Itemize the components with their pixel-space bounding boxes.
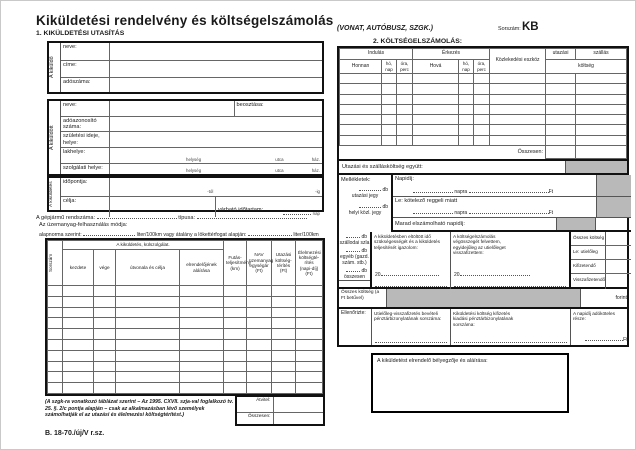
attachment-count: db [339,246,370,254]
mission-from-suffix: -tól [207,188,214,194]
per-diem-area [393,175,631,232]
cost-header: költség [546,60,627,74]
col-meal-header: Élelmezési költségté-rítés (napi-díj) (Ft) [296,241,323,286]
sender-name-label: neve: [61,43,109,60]
in-words-value [387,289,581,307]
mission-table [61,178,322,217]
employee-table [61,101,322,174]
arr-monthday-header: hó, nap [459,60,474,74]
summary-total-label: Összes költség [573,235,605,240]
sender-taxnumber-label: adószáma: [61,77,109,92]
mission-to-suffix: -ig [315,188,320,194]
form-number: B. 18-70./új/V r.sz. [45,430,105,437]
attachments-lower [339,232,372,289]
table-row [340,135,627,145]
residence-house-hint: ház. [311,157,320,163]
receipt-out-label: Kiküldetési költség kifizetés kiadási pénztárbizonylatának sorszáma: [453,311,514,327]
col-signature-header: elrendelőjének aláírása [180,250,224,286]
employee-birth-value [109,132,322,148]
per-diem-label: Napidíj: [395,176,414,182]
checked-by-label: Ellenőrizte: [341,310,366,316]
table-row [48,318,323,329]
attachment-count: db [339,202,391,210]
employee-side-label: A kiküldött [49,125,55,150]
per-diem-row [393,175,631,197]
table-row [340,84,627,94]
per-diem-value [596,175,631,196]
sender-table [61,43,322,92]
table-row [48,361,323,372]
col-fuelprice-header: NAV üzemanyag egységár (Ft) [247,241,272,286]
summary-repayable-label: Visszafizetendő [573,277,606,282]
summary-total-row [571,232,631,246]
payout-certify-signature-line [454,286,566,287]
payout-certify-text: A költségelszámolás végösszegét felvettem, egyidejűleg az utielőleget visszafizettem: [453,234,506,255]
receipt-out-cell [451,309,571,345]
lodging-header: szállás [576,49,627,60]
summary-repayable-value [605,274,631,289]
summary-advance-row [571,246,631,260]
sender-address-label: címe: [61,60,109,77]
table-row [48,350,323,361]
fuel-unit-end: liter/100km [293,232,319,238]
mileage-table [47,240,323,394]
table-row [48,307,323,318]
col-travelcost-header: Utazási költség-térítés (Ft) [272,241,296,286]
section-1-heading: 1. KIKÜLDETÉSI UTASÍTÁS [36,30,125,37]
mileage-table-frame [45,238,325,396]
in-words-label: Összes költség (a Ft betűvel) [339,289,387,307]
mission-side-strip [49,178,61,210]
col-serial-header: Sorszám [48,241,63,286]
arr-hourmin-header: óra, perc [474,60,490,74]
service-house-hint: ház. [311,168,320,173]
col-end-header: vége [94,250,116,286]
attachment-count: db [339,185,391,193]
breakfast-deduct-label: Le: kötelező reggeli miatt [395,198,458,204]
employee-side-strip [49,101,61,174]
sender-side-label: A kiküldő [49,56,55,79]
employee-name-value [109,101,234,116]
col-route-header: útvonala és célja [116,250,180,286]
serial-value: KB [522,21,539,33]
attachment-item: utazási jegy [351,193,379,200]
vehicle-plate-field [97,213,177,219]
vehicle-type-label: típusa: [178,215,195,221]
expense-total-travel [546,146,576,159]
summary-payable-row [571,260,631,274]
stamp-box-label: A kiküldetést elrendelő bélyegzője és aláírása: [377,358,488,364]
sender-taxnumber-value [109,77,322,92]
taxable-part-cell [571,309,631,345]
employee-name-label: neve: [61,101,109,116]
carry-total-label: Összesen: [237,412,273,424]
dep-hourmin-header: óra, perc [397,60,413,74]
base-norm-field [83,230,135,236]
summary-repayable-row [571,274,631,289]
table-row [48,339,323,350]
col-distance-header: Futás-teljesítmény (km) [224,241,247,286]
attachment-item: szállodai szla [339,240,370,246]
expense-total-row [340,146,627,159]
base-norm-label: alapnorma szerint: [39,232,82,238]
employee-residence-value [109,148,322,164]
expense-table [339,48,627,159]
transport-modes-note: (VONAT, AUTÓBUSZ, SZGK.) [337,25,433,32]
in-words-row [337,289,629,309]
mission-duration-label: várható időtartam: [218,206,264,213]
payout-certify-box [451,232,571,289]
time-certify-text: A kiküldetésben eltöltött idő szükségességét és a kiküldetés teljesítését igazolom: [374,234,440,250]
mission-date-value [109,178,322,196]
summary-payable-label: Kifizetendő [573,263,596,268]
page-title: Kiküldetési rendelvény és költségelszámolás [36,13,334,28]
table-row [48,286,323,297]
employee-service-label: szolgálati helye: [61,164,109,174]
carryover-box [235,395,325,426]
expense-total-label: Összesen: [340,146,546,159]
summary-total-value [605,232,631,245]
residence-street-hint: utca [275,157,284,163]
attachments-upper [339,175,393,232]
group-header: A kiküldetés, külszolgálat. [63,241,224,250]
receipt-in-line [375,342,447,343]
attachment-item: helyi közl. jegy [348,210,382,217]
receipt-out-line [454,342,567,343]
combined-cost-row [337,161,629,175]
summary-advance-label: Le: utielőleg [573,249,598,254]
arrival-header: Érkezés [413,49,490,60]
section-2-heading: 2. KÖLTSÉGELSZÁMOLÁS: [373,38,462,45]
remaining-per-diem-label: Marad elszámolható napidíj: [395,221,465,227]
payout-certify-date: 20 [454,270,530,279]
table-row [340,74,627,84]
table-row [340,94,627,104]
employee-residence-label: lakhelye: [61,148,109,164]
middle-region [337,175,629,289]
sender-box [47,41,324,94]
receipt-in-cell [372,309,451,345]
service-city-hint: helység [186,168,202,173]
breakfast-deduct-value [596,197,631,217]
currency-word-cell [581,289,631,307]
carry-total-value [273,412,323,424]
travel-header: utazási [546,49,576,60]
carry-value [273,397,323,412]
mission-date-label: időpontja: [61,178,109,196]
from-header: Honnan [340,60,382,74]
employee-birth-label: születési ideje, helye: [61,132,109,148]
remaining-per-diem-value [556,218,596,230]
dep-monthday-header: hó, nap [382,60,397,74]
currency-word: forint [615,295,627,301]
employee-position-label: beosztása: [234,101,322,116]
employee-box [47,99,324,176]
attachment-count: db [339,266,370,274]
receipt-in-label: Utielőleg-visszafizetés bevételi pénztárbizonylatának sorszáma: [374,311,442,322]
table-row [48,329,323,340]
col-start-header: kezdete [63,250,94,286]
summary-payable-value [605,260,631,273]
summary-advance-value [605,246,631,259]
combined-cost-value [565,161,627,173]
attachments-title: Mellékletek: [341,177,371,183]
stamp-box [371,353,569,413]
flat-rate-field [248,230,292,236]
table-row [340,104,627,114]
expense-total-lodging [576,146,627,159]
mission-purpose-label: célja: [61,196,109,217]
table-row [48,383,323,394]
employee-taxid-value [109,116,322,132]
sender-name-value [109,43,322,60]
mission-side-label: A kiküldetés [49,181,54,207]
taxable-part-label: A napidíj adóköteles része: [573,311,615,322]
verification-row [337,309,629,347]
fuel-mode-label: Az üzemanyag-felhasználás módja: [39,222,128,228]
carry-label: Átvitel: [237,397,273,412]
per-diem-line: napra Ft [413,187,553,196]
vehicle-type-field [197,213,307,219]
table-row [340,115,627,125]
fuel-mode-line [39,222,127,229]
breakfast-deduct-line: napra Ft [413,208,553,217]
remaining-per-diem-row [393,218,631,232]
mission-duration-unit: nap [283,209,320,216]
time-certify-date: 20 [375,270,439,279]
transport-header: Közlekedési eszköz [490,49,546,74]
table-row [340,125,627,135]
legal-note: (A szgk-ra vonatkozó táblázat szerint – Az 1995. CXVII. szja-val foglalkozó tv. 25. §. 2/c pontja alapján – csak az alkalmazásban lévő személyek számolhatják el az utazási és élelmezési költségtérítést.) [45,399,234,418]
sender-side-strip [49,43,61,92]
fuel-unit-middle: liter/100km vagy átalány a lökettérfogat alapján: [136,232,247,238]
carryover-table [237,397,323,424]
time-certify-box [372,232,451,289]
table-row [48,296,323,307]
breakfast-deduct-row [393,197,631,218]
sender-address-value [109,60,322,77]
to-header: Hová [413,60,459,74]
expense-table-frame [337,46,629,161]
attachment-item: összesen [339,274,370,281]
time-certify-signature-line [375,286,447,287]
mission-box [47,176,324,216]
employee-service-value [109,164,322,174]
attachment-item: egyéb (gazd. szám. stb.) [340,254,369,266]
combined-cost-label: Utazási és szállásköltség együtt: [342,164,423,170]
serial-label: Sorszám: [498,26,521,32]
checked-by-cell [339,309,372,345]
table-row [48,372,323,383]
residence-city-hint: helység [186,157,202,163]
employee-taxid-label: adóazonosító száma: [61,116,109,132]
taxable-part-line: Ft. [585,335,629,344]
vehicle-plate-label: A gépjármű rendszáma: [36,215,96,221]
attachment-count: db [339,232,370,240]
departure-header: Indulás [340,49,413,60]
vehicle-plate-line [36,213,307,222]
summary-column [571,232,631,289]
service-street-hint: utca [275,168,284,173]
